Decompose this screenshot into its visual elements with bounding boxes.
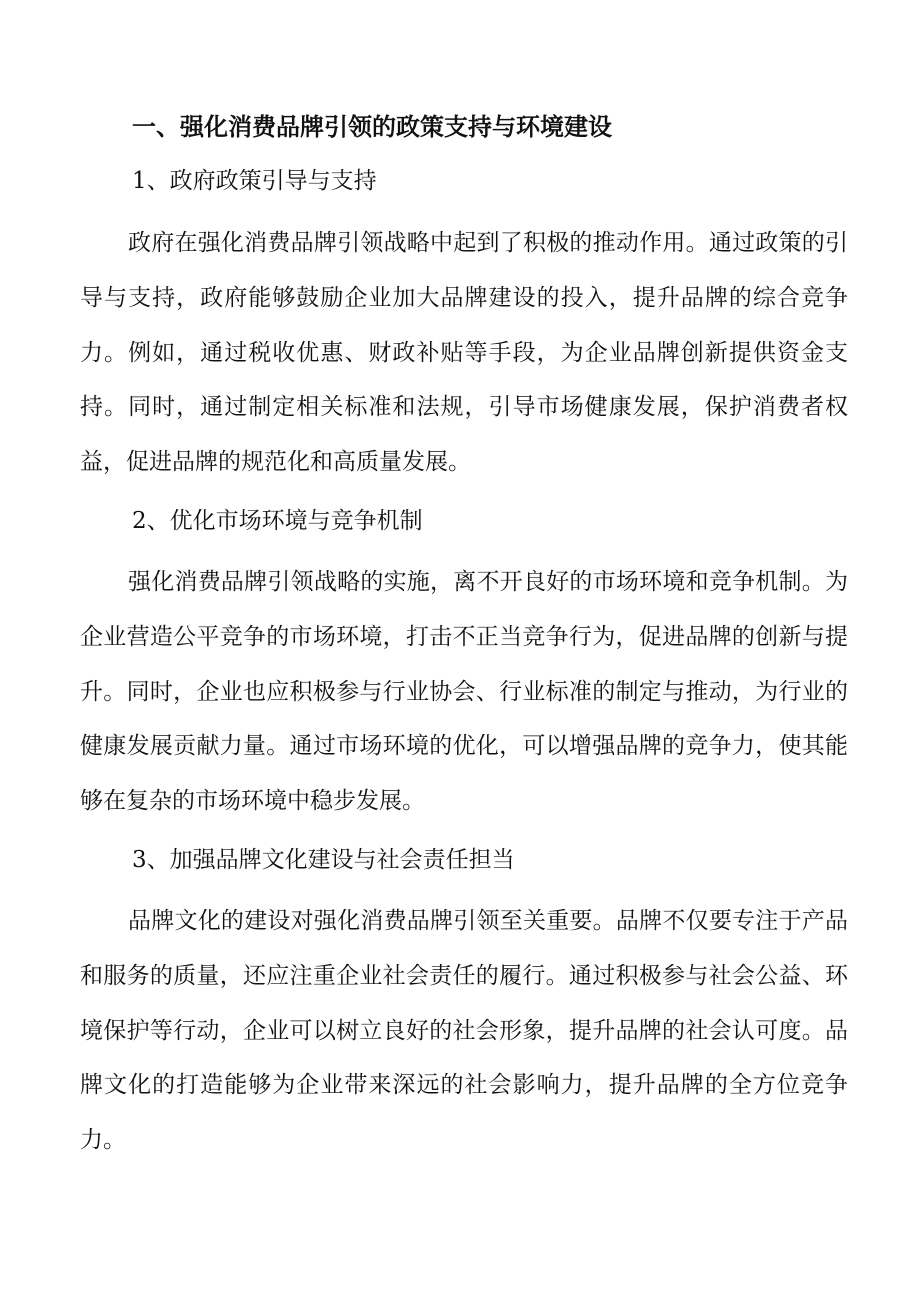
section-title: 一、强化消费品牌引领的政策支持与环境建设 bbox=[132, 112, 612, 141]
paragraph-1: 政府在强化消费品牌引领战略中起到了积极的推动作用。通过政策的引导与支持，政府能够鼓励企业加大品牌建设的投入，提升品牌的综合竞争力。例如，通过税收优惠、财政补贴等手段，为企业品牌创新提供资金支持。同时，通过制定相关标准和法规，引导市场健康发展，保护消费者权益，促进品牌的规范化和高质量发展。 bbox=[80, 230, 848, 476]
subsection-heading-1: 1、政府政策引导与支持 bbox=[132, 168, 377, 194]
paragraph-2: 强化消费品牌引领战略的实施，离不开良好的市场环境和竞争机制。为企业营造公平竞争的市场环境，打击不正当竞争行为，促进品牌的创新与提升。同时，企业也应积极参与行业协会、行业标准的制定与推动，为行业的健康发展贡献力量。通过市场环境的优化，可以增强品牌的竞争力，使其能够在复杂的市场环境中稳步发展。 bbox=[80, 569, 848, 815]
subsection-heading-3: 3、加强品牌文化建设与社会责任担当 bbox=[132, 847, 515, 873]
subsection-heading-2: 2、优化市场环境与竞争机制 bbox=[132, 508, 423, 534]
paragraph-3: 品牌文化的建设对强化消费品牌引领至关重要。品牌不仅要专注于产品和服务的质量，还应注重企业社会责任的履行。通过积极参与社会公益、环境保护等行动，企业可以树立良好的社会形象，提升品牌的社会认可度。品牌文化的打造能够为企业带来深远的社会影响力，提升品牌的全方位竞争力。 bbox=[80, 908, 848, 1154]
